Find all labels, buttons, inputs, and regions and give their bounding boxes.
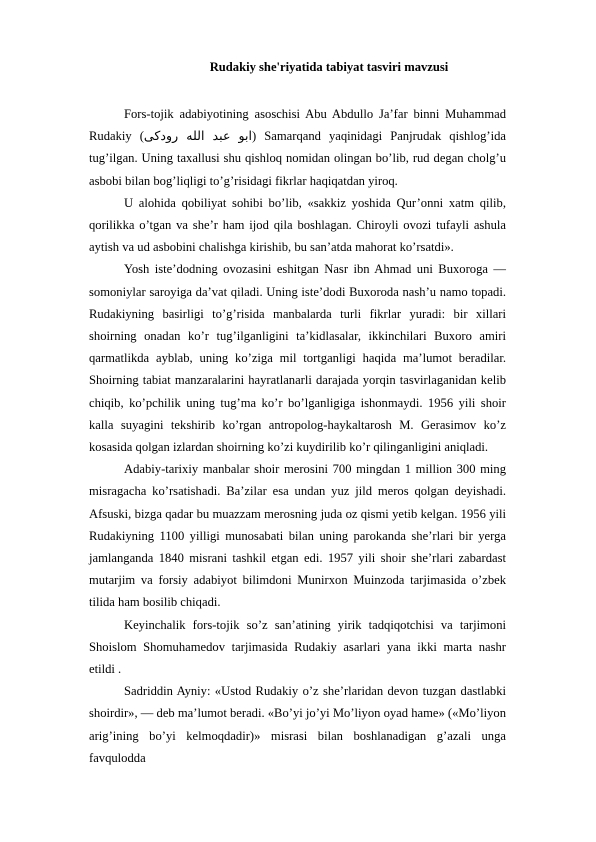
document-title: Rudakiy she'riyatida tabiyat tasviri mavzusi	[209, 60, 449, 74]
paragraph: Sadriddin Ayniy: «Ustod Rudakiy o’z she’rlaridan devon tuzgan dastlabki shoirdir», — deb ma’lumot beradi. «Bo’yi jo’yi Mo’liyon oyad hame» («Mo’liyon arig’ining bo’yi kelmoqdadir)» misrasi bilan boshlanadigan g’azali unga favqulodda	[89, 684, 506, 765]
paragraph: U alohida qobiliyat sohibi bo’lib, «sakkiz yoshida Qur’onni xatm qilib, qorilikka o’tgan va she’r ham ijod qila boshlagan. Chiroyli ovozi tufayli ashula aytish va ud asbobini chalishga kirishib, bu san’atda mahorat ko’rsatdi».	[89, 195, 506, 255]
paragraph: Keyinchalik fors-tojik so’z san’atining yirik tadqiqotchisi va tarjimoni Shoislom Shomuhamedov tarjimasida Rudakiy asarlari yana ikki marta nashr etildi .	[89, 617, 506, 677]
paragraph: Adabiy-tarixiy manbalar shoir merosini 700 mingdan 1 million 300 ming misragacha ko’rsatishadi. Ba’zilar esa undan yuz jild meros qolgan deyishadi. Afsuski, bizga qadar bu muazzam merosning juda oz qismi yetib kelgan. 1956 yili Rudakiyning 1100 yilligi munosabati bilan uning parokanda she’rlari bir yerga jamlanganda 1840 misrani tashkil etgan edi. 1957 yili shoir she’rlari zabardast mutarjim va forsiy adabiyot bilimdoni Munirxon Muinzoda tarjimasida o’zbek tilida ham bosilib chiqadi.	[89, 462, 506, 610]
document-body	[89, 103, 506, 769]
paragraph: Fors-tojik adabiyotining asoschisi Abu Abdullo Ja’far binni Muhammad Rudakiy (ابو عبد الله رودکی) Samarqand yaqinidagi Panjrudak qishlog’ida tug’ilgan. Uning taxallusi shu qishloq nomidan olingan bo’lib, rud degan cholg’u asbobi bilan bog’liqligi to’g’risidagi fikrlar haqiqatdan yiroq.	[89, 107, 506, 188]
paragraph: Yosh iste’dodning ovozasini eshitgan Nasr ibn Ahmad uni Buxoroga — somoniylar saroyiga da’vat qiladi. Uning iste’dodi Buxoroda nash’u namo topadi. Rudakiyning basirligi to’g’risida manbalarda turli fikrlar yuradi: bir xillari shoirning onadan ko’r tug’ilganligini ta’kidlasalar, ikkinchilari Buxoro amiri qarmatlikda ayblab, uning ko’ziga mil tortganligi haqida ma’lumot beradilar. Shoirning tabiat manzaralarini hayratlanarli darajada yorqin tasvirlaganidan kelib chiqib, ko’pchilik uning tug’ma ko’r bo’lganligiga ishonmaydi. 1956 yili shoir kalla suyagini tekshirib ko’rgan antropolog-haykaltarosh M. Gerasimov ko’z kosasida qolgan izlardan shoirning ko’zi kuydirilib ko’r qilinganligini aniqladi.	[89, 262, 506, 455]
